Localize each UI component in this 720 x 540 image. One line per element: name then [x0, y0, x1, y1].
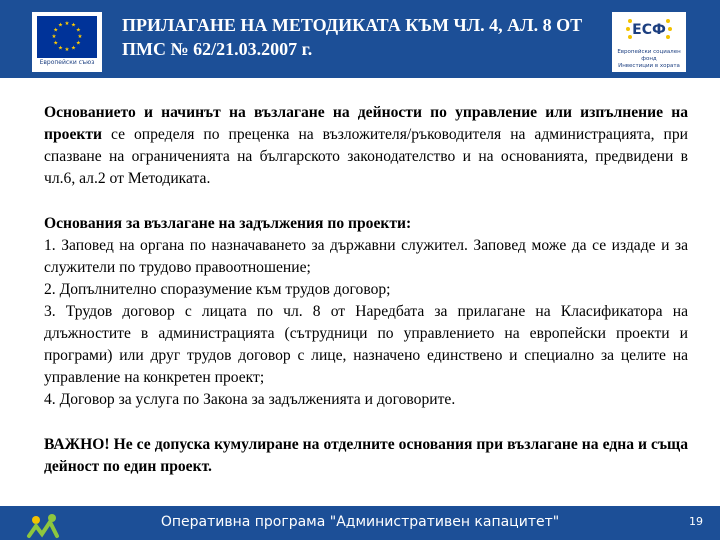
esf-emblem-icon [624, 15, 674, 43]
grounds-heading: Основания за възлагане на задължения по проекти: [44, 215, 412, 232]
intro-text: се определя по преценка на възложителя/ръководителя на администрацията, при спазване на ограниченията на българското законодателство и на основанията, предвидени в чл.6, ал.2 от Методиката. [44, 126, 688, 187]
esf-caption-line-1: Европейски социален фонд [617, 49, 681, 62]
slide-title [122, 13, 602, 61]
esf-logo-caption [612, 49, 686, 70]
svg-text:★: ★ [51, 34, 57, 40]
title-line-2: ПМС № 62/21.03.2007 г. [122, 39, 313, 59]
eu-logo [32, 12, 102, 72]
eu-logo-caption: Европейски съюз [39, 59, 95, 66]
footer-bar [0, 506, 720, 540]
grounds-item-2: 2. Допълнително споразумение към трудов договор; [44, 281, 391, 298]
svg-text:★: ★ [77, 34, 83, 40]
esf-logo-text: ЕСФ [632, 22, 666, 38]
grounds-item-4: 4. Договор за услуга по Закона за задълженията и договорите. [44, 391, 456, 408]
svg-text:★: ★ [71, 22, 76, 29]
svg-text:★: ★ [53, 40, 59, 47]
intro-bold-lead: Основанието и начинът на възлагане на дейности по управление или изпълнение на проекти [44, 104, 688, 143]
esf-logo [612, 12, 686, 72]
slide-body [44, 102, 688, 478]
svg-text:★: ★ [75, 27, 81, 34]
important-note: ВАЖНО! Не се допуска кумулиране на отделните основания при възлагане на една и съща дейност по един проект. [44, 436, 688, 475]
svg-text:★: ★ [64, 47, 70, 53]
intro-paragraph [44, 102, 688, 190]
svg-text:★: ★ [58, 45, 63, 52]
page-number: 19 [689, 515, 703, 528]
footer-program-text: Оперативна програма "Административен капацитет" [160, 514, 560, 530]
svg-text:★: ★ [75, 40, 81, 47]
eu-flag-icon [37, 16, 97, 58]
svg-text:★: ★ [64, 21, 70, 27]
grounds-item-3: 3. Трудов договор с лицата по чл. 8 от Наредбата за прилагане на Класификатора на длъжностите в администрацията (сътрудници по управлението на европейски проекти и програми) или друг трудов договор с лице, назначено единствено и специално за целите на управление на конкретен проект; [44, 303, 688, 386]
svg-text:★: ★ [71, 45, 76, 52]
svg-text:★: ★ [53, 27, 59, 34]
svg-text:★: ★ [58, 22, 63, 29]
header-bar [0, 0, 720, 78]
title-line-1: ПРИЛАГАНЕ НА МЕТОДИКАТА КЪМ ЧЛ. 4, АЛ. 8 ОТ [122, 15, 583, 35]
grounds-item-1: 1. Заповед на органа по назначаването за държавни служител. Заповед може да се издаде и за служители по трудово правоотношение; [44, 237, 688, 276]
esf-caption-line-2: Инвестиции в хората [618, 63, 680, 69]
